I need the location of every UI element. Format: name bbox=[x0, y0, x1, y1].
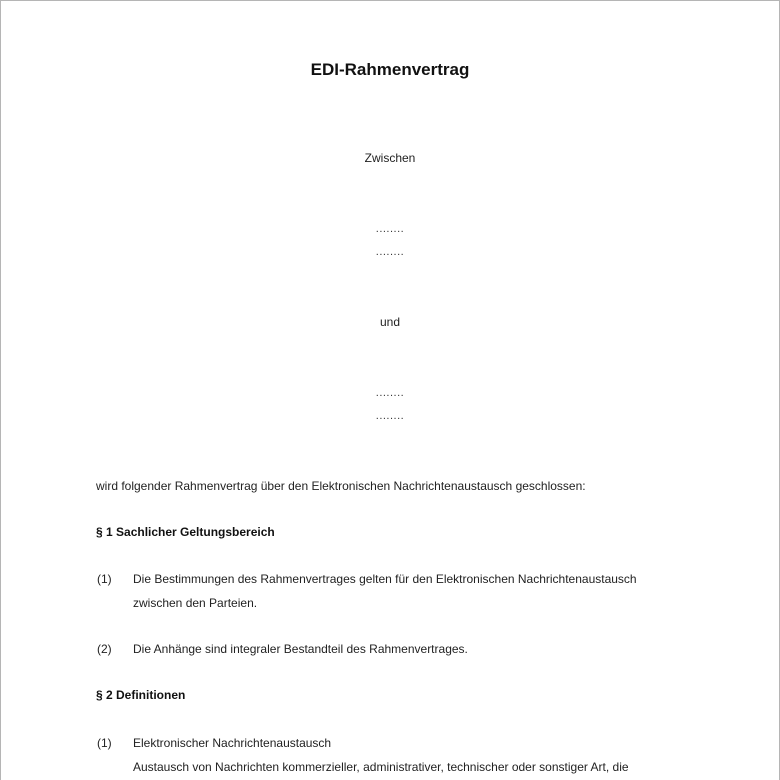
item-text-line: Die Anhänge sind integraler Bestandteil des Rahmenvertrages. bbox=[133, 642, 468, 656]
party2-placeholder-line1: ........ bbox=[375, 387, 405, 399]
item-number: (1) bbox=[97, 572, 112, 586]
section-heading: § 1 Sachlicher Geltungsbereich bbox=[96, 525, 275, 539]
item-text-line: zwischen den Parteien. bbox=[133, 596, 258, 610]
party2-placeholder-line2: ........ bbox=[375, 410, 405, 422]
document-title: EDI-Rahmenvertrag bbox=[310, 60, 470, 79]
item-number: (1) bbox=[97, 736, 112, 750]
party1-placeholder-line2: ........ bbox=[375, 246, 405, 258]
item-text-line: Austausch von Nachrichten kommerzieller, administrativer, technischer oder sonstiger Art, die bbox=[133, 760, 629, 774]
between-label: Zwischen bbox=[364, 151, 416, 165]
item-text bbox=[133, 567, 637, 615]
item-text bbox=[133, 731, 629, 779]
item-text-line: Elektronischer Nachrichtenaustausch bbox=[133, 736, 332, 750]
and-label: und bbox=[379, 315, 401, 329]
section-heading: § 2 Definitionen bbox=[96, 688, 186, 702]
item-number: (2) bbox=[97, 642, 112, 656]
party1-placeholder-line1: ........ bbox=[375, 223, 405, 235]
item-text-line: Die Bestimmungen des Rahmenvertrages gelten für den Elektronischen Nachrichtenaustausch bbox=[133, 572, 637, 586]
item-text bbox=[133, 637, 468, 661]
intro-paragraph: wird folgender Rahmenvertrag über den Elektronischen Nachrichtenaustausch geschlossen: bbox=[96, 479, 586, 493]
